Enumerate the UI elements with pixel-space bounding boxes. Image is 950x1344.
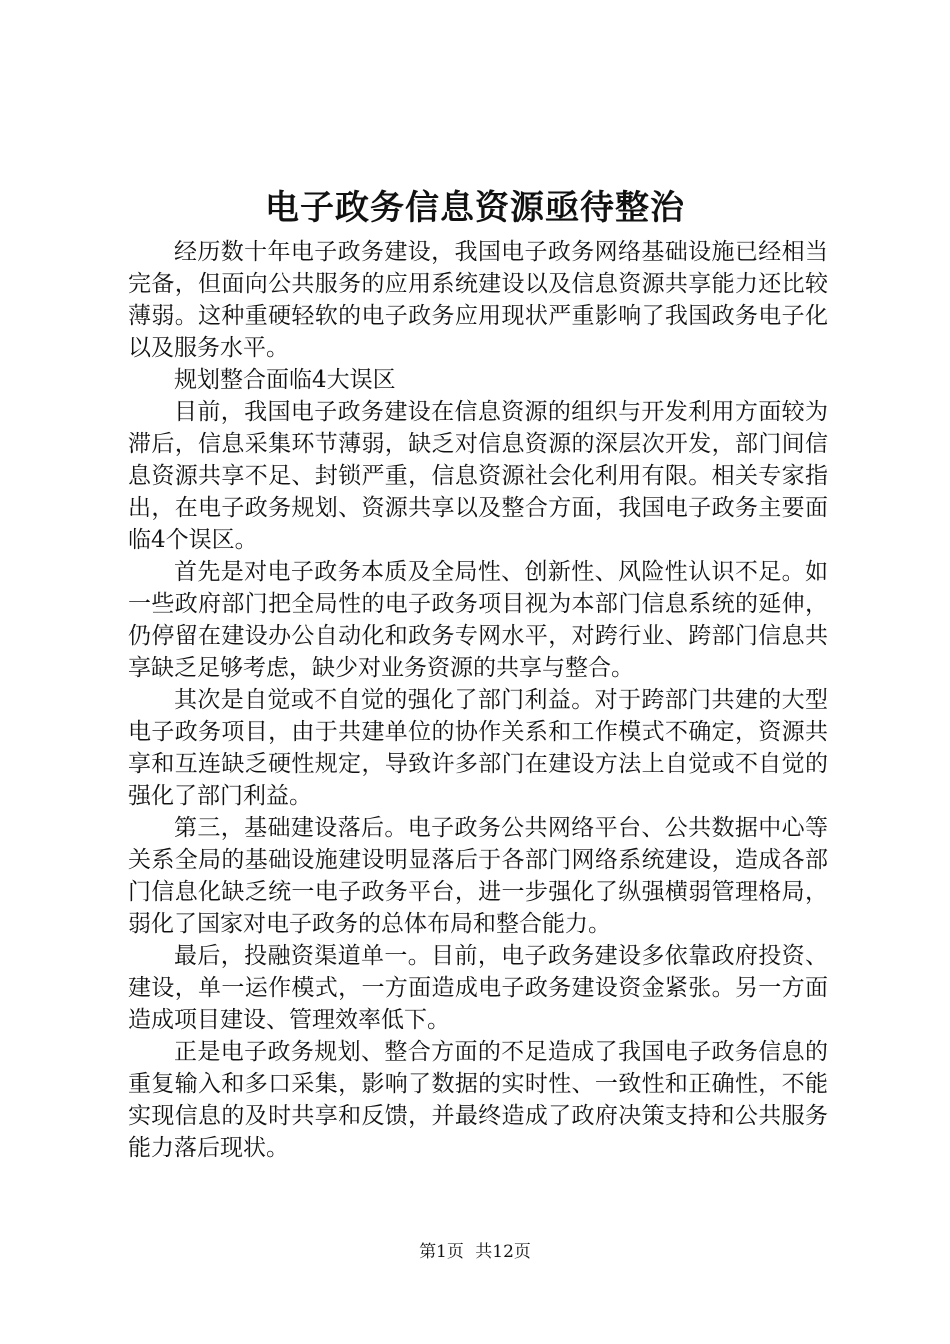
paragraph-second: 其次是自觉或不自觉的强化了部门利益。对于跨部门共建的大型电子政务项目，由于共建单位的协作关系和工作模式不确定，资源共享和互连缺乏硬性规定，导致许多部门在建设方法上自觉或不自觉的强化了部门利益。 [128,687,828,809]
paragraph-third: 第三，基础建设落后。电子政务公共网络平台、公共数据中心等关系全局的基础设施建设明显落后于各部门网络系统建设，造成各部门信息化缺乏统一电子政务平台，进一步强化了纵强横弱管理格局，弱化了国家对电子政务的总体布局和整合能力。 [128,815,828,937]
document-title: 电子政务信息资源亟待整治 [265,188,685,228]
paragraph-intro: 经历数十年电子政务建设，我国电子政务网络基础设施已经相当完备，但面向公共服务的应用系统建设以及信息资源共享能力还比较薄弱。这种重硬轻软的电子政务应用现状严重影响了我国政务电子化以及服务水平。 [128,239,828,361]
page-footer [0,1240,950,1264]
paragraph-first: 首先是对电子政务本质及全局性、创新性、风险性认识不足。如一些政府部门把全局性的电子政务项目视为本部门信息系统的延伸，仍停留在建设办公自动化和政务专网水平，对跨行业、跨部门信息共享缺乏足够考虑，缺少对业务资源的共享与整合。 [128,559,828,681]
page-total: 共12页 [475,1242,531,1262]
paragraph-conclusion: 正是电子政务规划、整合方面的不足造成了我国电子政务信息的重复输入和多口采集，影响了数据的实时性、一致性和正确性，不能实现信息的及时共享和反馈，并最终造成了政府决策支持和公共服务能力落后现状。 [128,1039,828,1161]
paragraph-overview: 目前，我国电子政务建设在信息资源的组织与开发利用方面较为滞后，信息采集环节薄弱，缺乏对信息资源的深层次开发，部门间信息资源共享不足、封锁严重，信息资源社会化利用有限。相关专家指出，在电子政务规划、资源共享以及整合方面，我国电子政务主要面临4个误区。 [128,399,828,553]
document-body [128,236,828,1164]
page-number: 第1页 [419,1242,464,1262]
paragraph-fourth: 最后，投融资渠道单一。目前，电子政务建设多依靠政府投资、建设，单一运作模式，一方面造成电子政务建设资金紧张。另一方面造成项目建设、管理效率低下。 [128,943,828,1033]
section-heading: 规划整合面临4大误区 [174,367,396,393]
